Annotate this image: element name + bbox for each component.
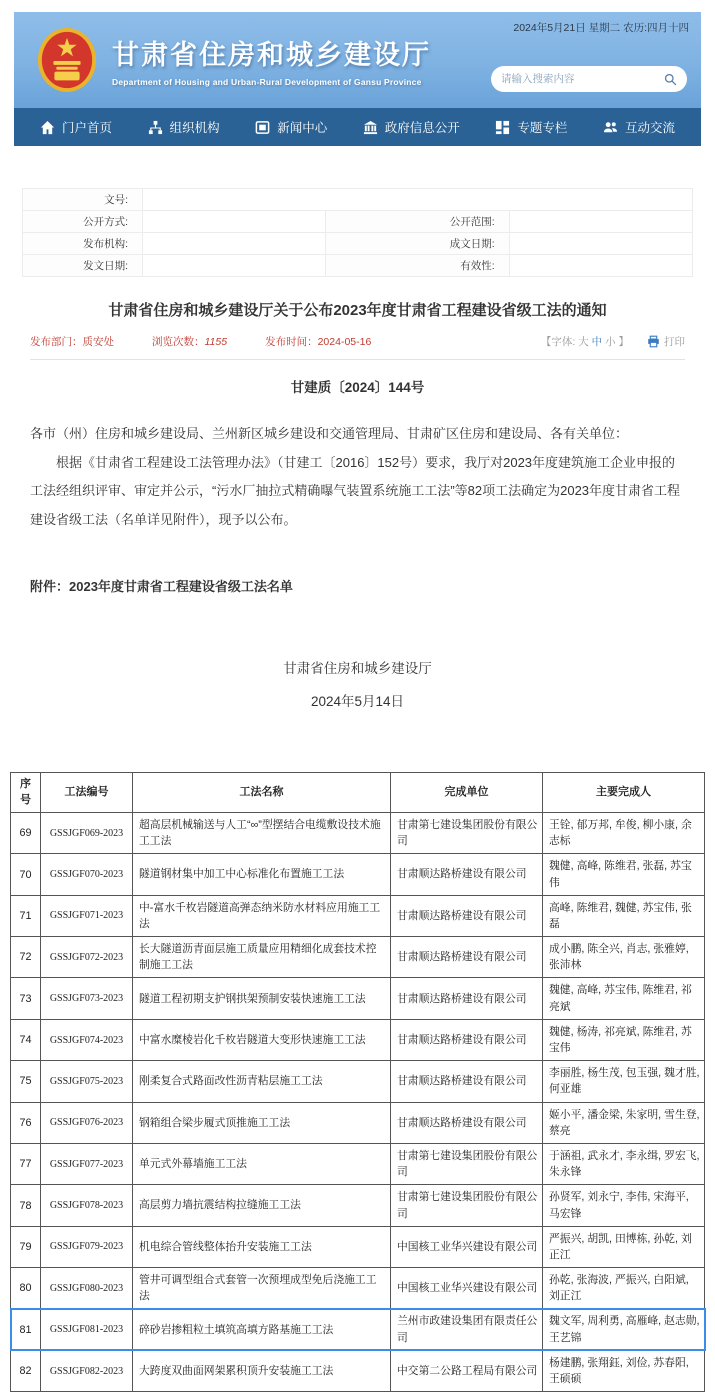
cell-authors: 李丽胜, 杨生茂, 包玉强, 魏才胜, 何亚雄 (543, 1061, 705, 1102)
cell-unit: 甘肃第七建设集团股份有限公司 (391, 1185, 543, 1226)
cell-code: GSSJGF079-2023 (41, 1226, 133, 1267)
issue-date-value (143, 255, 326, 277)
cell-name: 超高层机械输送与人工“∞”型摆结合电缆敷设技术施工工法 (133, 812, 391, 853)
brand (36, 26, 431, 94)
cell-code: GSSJGF080-2023 (41, 1268, 133, 1309)
cell-unit: 中交第二公路工程局有限公司 (391, 1350, 543, 1391)
cell-authors: 严振兴, 胡凯, 田博栋, 孙乾, 刘正江 (543, 1226, 705, 1267)
header-no: 序号 (11, 773, 41, 813)
publish-dept (30, 334, 114, 349)
doc-number-label: 文号: (23, 189, 143, 211)
doc-number-value (143, 189, 693, 211)
doc-meta-table (22, 188, 693, 277)
view-count-label: 浏览次数： (152, 336, 205, 348)
table-row[interactable] (11, 1143, 705, 1184)
table-row[interactable] (11, 854, 705, 895)
works-table-wrap (10, 772, 705, 1392)
open-scope-value (509, 211, 692, 233)
header-name: 工法名称 (133, 773, 391, 813)
news-icon (255, 120, 270, 135)
cell-name: 刚柔复合式路面改性沥青粘层施工工法 (133, 1061, 391, 1102)
view-count (152, 334, 227, 349)
cell-authors: 成小鹏, 陈全兴, 肖志, 张雅婷, 张沛林 (543, 937, 705, 978)
open-scope-label: 公开范围: (326, 211, 509, 233)
cell-authors: 杨建鹏, 张翔鈺, 刘俭, 苏春阳, 王硕硕 (543, 1350, 705, 1391)
printer-icon (647, 335, 660, 348)
cell-code: GSSJGF075-2023 (41, 1061, 133, 1102)
cell-name: 隧道钢材集中加工中心标准化布置施工工法 (133, 854, 391, 895)
publish-dept-label: 发布部门： (30, 336, 83, 348)
article-content (0, 299, 715, 718)
cell-unit: 甘肃顺达路桥建设有限公司 (391, 895, 543, 936)
cell-name: 隧道工程初期支护钢拱架预制安装快速施工工法 (133, 978, 391, 1019)
paragraph-body: 根据《甘肃省工程建设工法管理办法》（甘建工〔2016〕152号）要求，我厅对2023年度建筑施工企业申报的工法经组织评审、审定并公示，“污水厂抽拉式精确曝气装置系统施工工法”等82项工法确定为2023年度甘肃省工程建设省级工法（名单详见附件），现予以公布。 (30, 454, 681, 527)
cell-unit: 兰州市政建设集团有限责任公司 (391, 1309, 543, 1350)
cell-code: GSSJGF071-2023 (41, 895, 133, 936)
nav-item-organization[interactable] (148, 118, 220, 136)
font-size-control (541, 334, 629, 349)
table-row[interactable] (11, 1102, 705, 1143)
font-size-large-button[interactable]: 大 (578, 336, 589, 348)
font-size-prefix: 【字体: (540, 336, 579, 348)
cell-name: 单元式外幕墙施工工法 (133, 1143, 391, 1184)
cell-unit: 甘肃顺达路桥建设有限公司 (391, 854, 543, 895)
nav-item-gov-info[interactable] (363, 118, 460, 136)
table-row[interactable] (11, 1226, 705, 1267)
cell-name: 中-富水千枚岩隧道高弹态纳米防水材料应用施工工法 (133, 895, 391, 936)
doc-meta-row (23, 189, 693, 211)
cell-code: GSSJGF070-2023 (41, 854, 133, 895)
written-date-label: 成文日期: (326, 233, 509, 255)
cell-code: GSSJGF081-2023 (41, 1309, 133, 1350)
cell-no: 69 (11, 812, 41, 853)
cell-no: 76 (11, 1102, 41, 1143)
nav-item-home[interactable] (40, 118, 112, 136)
attachment-line[interactable]: 附件：2023年度甘肃省工程建设省级工法名单 (30, 579, 293, 595)
publish-time (265, 334, 371, 349)
nav-label: 门户首页 (62, 121, 113, 135)
header-authors: 主要完成人 (543, 773, 705, 813)
table-row[interactable] (11, 1019, 705, 1060)
signature-org: 甘肃省住房和城乡建设厅 (283, 661, 432, 677)
search-box[interactable] (491, 66, 687, 92)
cell-no: 77 (11, 1143, 41, 1184)
cell-authors: 魏健, 高峰, 苏宝伟, 陈维君, 祁亮斌 (543, 978, 705, 1019)
cell-no: 82 (11, 1350, 41, 1391)
cell-unit: 甘肃顺达路桥建设有限公司 (391, 1061, 543, 1102)
table-row[interactable] (11, 937, 705, 978)
header-unit: 完成单位 (391, 773, 543, 813)
open-method-value (143, 211, 326, 233)
font-size-suffix: 】 (615, 336, 629, 348)
publish-time-value: 2024-05-16 (317, 336, 372, 348)
cell-authors: 孙贤军, 刘永宁, 李伟, 宋海平, 马宏锋 (543, 1185, 705, 1226)
table-row[interactable] (11, 895, 705, 936)
home-icon (40, 120, 55, 135)
table-row[interactable] (11, 812, 705, 853)
grid-icon (495, 120, 510, 135)
cell-no: 80 (11, 1268, 41, 1309)
cell-name: 长大隧道沥青面层施工质量应用精细化成套技术控制施工工法 (133, 937, 391, 978)
main-nav (14, 108, 701, 146)
issuing-agency-label: 发布机构: (23, 233, 143, 255)
table-row[interactable] (11, 978, 705, 1019)
publish-time-label: 发布时间： (265, 336, 318, 348)
cell-code: GSSJGF076-2023 (41, 1102, 133, 1143)
cell-code: GSSJGF073-2023 (41, 978, 133, 1019)
cell-no: 71 (11, 895, 41, 936)
cell-code: GSSJGF074-2023 (41, 1019, 133, 1060)
nav-label: 互动交流 (624, 121, 675, 135)
view-count-value: 1155 (204, 336, 228, 348)
paragraph-salutation: 各市（州）住房和城乡建设局、兰州新区城乡建设和交通管理局、甘肃矿区住房和建设局、各有关单位： (30, 426, 629, 441)
site-title: 甘肃省住房和城乡建设厅 (112, 40, 431, 70)
nav-label: 专题专栏 (517, 121, 568, 135)
doc-meta-row (23, 211, 693, 233)
cell-authors: 高峰, 陈维君, 魏健, 苏宝伟, 张磊 (543, 895, 705, 936)
document-number: 甘建质〔2024〕144号 (290, 380, 425, 395)
cell-code: GSSJGF078-2023 (41, 1185, 133, 1226)
cell-no: 73 (11, 978, 41, 1019)
cell-no: 79 (11, 1226, 41, 1267)
cell-name: 钢箱组合梁步履式顶推施工工法 (133, 1102, 391, 1143)
cell-no: 70 (11, 854, 41, 895)
publish-dept-value: 质安处 (82, 336, 114, 348)
cell-authors: 魏健, 杨涛, 祁亮斌, 陈维君, 苏宝伟 (543, 1019, 705, 1060)
cell-code: GSSJGF077-2023 (41, 1143, 133, 1184)
font-size-medium-button[interactable]: 中 (591, 336, 603, 348)
table-row[interactable] (11, 1309, 705, 1350)
print-button[interactable] (647, 334, 685, 349)
search-input[interactable] (501, 73, 664, 85)
cell-unit: 甘肃顺达路桥建设有限公司 (391, 978, 543, 1019)
cell-authors: 魏健, 高峰, 陈维君, 张磊, 苏宝伟 (543, 854, 705, 895)
cell-no: 78 (11, 1185, 41, 1226)
sitemap-icon (148, 120, 163, 135)
cell-authors: 魏文军, 周利勇, 高雁峰, 赵志勋, 王艺锦 (543, 1309, 705, 1350)
site-subtitle: Department of Housing and Urban-Rural Development of Gansu Province (112, 77, 422, 87)
cell-unit: 甘肃顺达路桥建设有限公司 (391, 1019, 543, 1060)
cell-no: 81 (11, 1309, 41, 1350)
cell-no: 74 (11, 1019, 41, 1060)
cell-no: 72 (11, 937, 41, 978)
table-row[interactable] (11, 1185, 705, 1226)
national-emblem-logo (36, 26, 98, 94)
cell-name: 中富水糜棱岩化千枚岩隧道大变形快速施工工法 (133, 1019, 391, 1060)
signature-block (30, 653, 685, 718)
cell-name: 高层剪力墙抗震结构拉缝施工工法 (133, 1185, 391, 1226)
date-line: 2024年5月21日 星期二 农历:四月十四 (513, 22, 689, 34)
cell-unit: 甘肃顺达路桥建设有限公司 (391, 937, 543, 978)
doc-meta-row (23, 233, 693, 255)
cell-no: 75 (11, 1061, 41, 1102)
doc-meta-row (23, 255, 693, 277)
cell-code: GSSJGF072-2023 (41, 937, 133, 978)
font-size-small-button[interactable]: 小 (605, 336, 616, 348)
signature-date: 2024年5月14日 (310, 693, 405, 709)
cell-authors: 于涵祖, 武永才, 李永缉, 罗宏飞, 朱永锋 (543, 1143, 705, 1184)
nav-item-interaction[interactable] (603, 118, 675, 136)
validity-value (509, 255, 692, 277)
validity-label: 有效性: (326, 255, 509, 277)
print-label: 打印 (664, 336, 685, 348)
written-date-value (509, 233, 692, 255)
open-method-label: 公开方式: (23, 211, 143, 233)
cell-authors: 王铨, 郁万邦, 牟俊, 柳小康, 余志标 (543, 812, 705, 853)
cell-name: 碎砂岩掺粗粒土填筑高填方路基施工工法 (133, 1309, 391, 1350)
people-icon (603, 120, 618, 135)
brand-text (112, 33, 431, 87)
cell-authors: 孙乾, 张海波, 严振兴, 白阳斌, 刘正江 (543, 1268, 705, 1309)
nav-label: 组织机构 (169, 121, 220, 135)
table-row[interactable] (11, 1350, 705, 1391)
works-table-header-row (11, 773, 705, 813)
cell-name: 管井可调型组合式套管一次预埋成型免后浇施工工法 (133, 1268, 391, 1309)
cell-unit: 甘肃顺达路桥建设有限公司 (391, 1102, 543, 1143)
issuing-agency-value (143, 233, 326, 255)
cell-unit: 中国核工业华兴建设有限公司 (391, 1226, 543, 1267)
cell-name: 机电综合管线整体抬升安装施工工法 (133, 1226, 391, 1267)
site-header (14, 12, 701, 108)
search-icon[interactable] (664, 73, 677, 86)
cell-unit: 甘肃第七建设集团股份有限公司 (391, 812, 543, 853)
article-title: 甘肃省住房和城乡建设厅关于公布2023年度甘肃省工程建设省级工法的通知 (108, 302, 607, 319)
table-row[interactable] (11, 1061, 705, 1102)
works-table-body (11, 812, 705, 1391)
nav-item-special-topics[interactable] (495, 118, 567, 136)
issue-date-label: 发文日期: (23, 255, 143, 277)
cell-code: GSSJGF082-2023 (41, 1350, 133, 1391)
cell-unit: 中国核工业华兴建设有限公司 (391, 1268, 543, 1309)
header-code: 工法编号 (41, 773, 133, 813)
works-table (10, 772, 705, 1392)
article-meta-bar (30, 334, 685, 360)
bank-icon (363, 120, 378, 135)
nav-label: 新闻中心 (277, 121, 328, 135)
nav-label: 政府信息公开 (384, 121, 460, 135)
table-row[interactable] (11, 1268, 705, 1309)
cell-unit: 甘肃第七建设集团股份有限公司 (391, 1143, 543, 1184)
cell-code: GSSJGF069-2023 (41, 812, 133, 853)
nav-item-news[interactable] (255, 118, 327, 136)
cell-authors: 姬小平, 潘金梁, 朱家明, 雪生登, 蔡亮 (543, 1102, 705, 1143)
cell-name: 大跨度双曲面网架累积顶升安装施工工法 (133, 1350, 391, 1391)
